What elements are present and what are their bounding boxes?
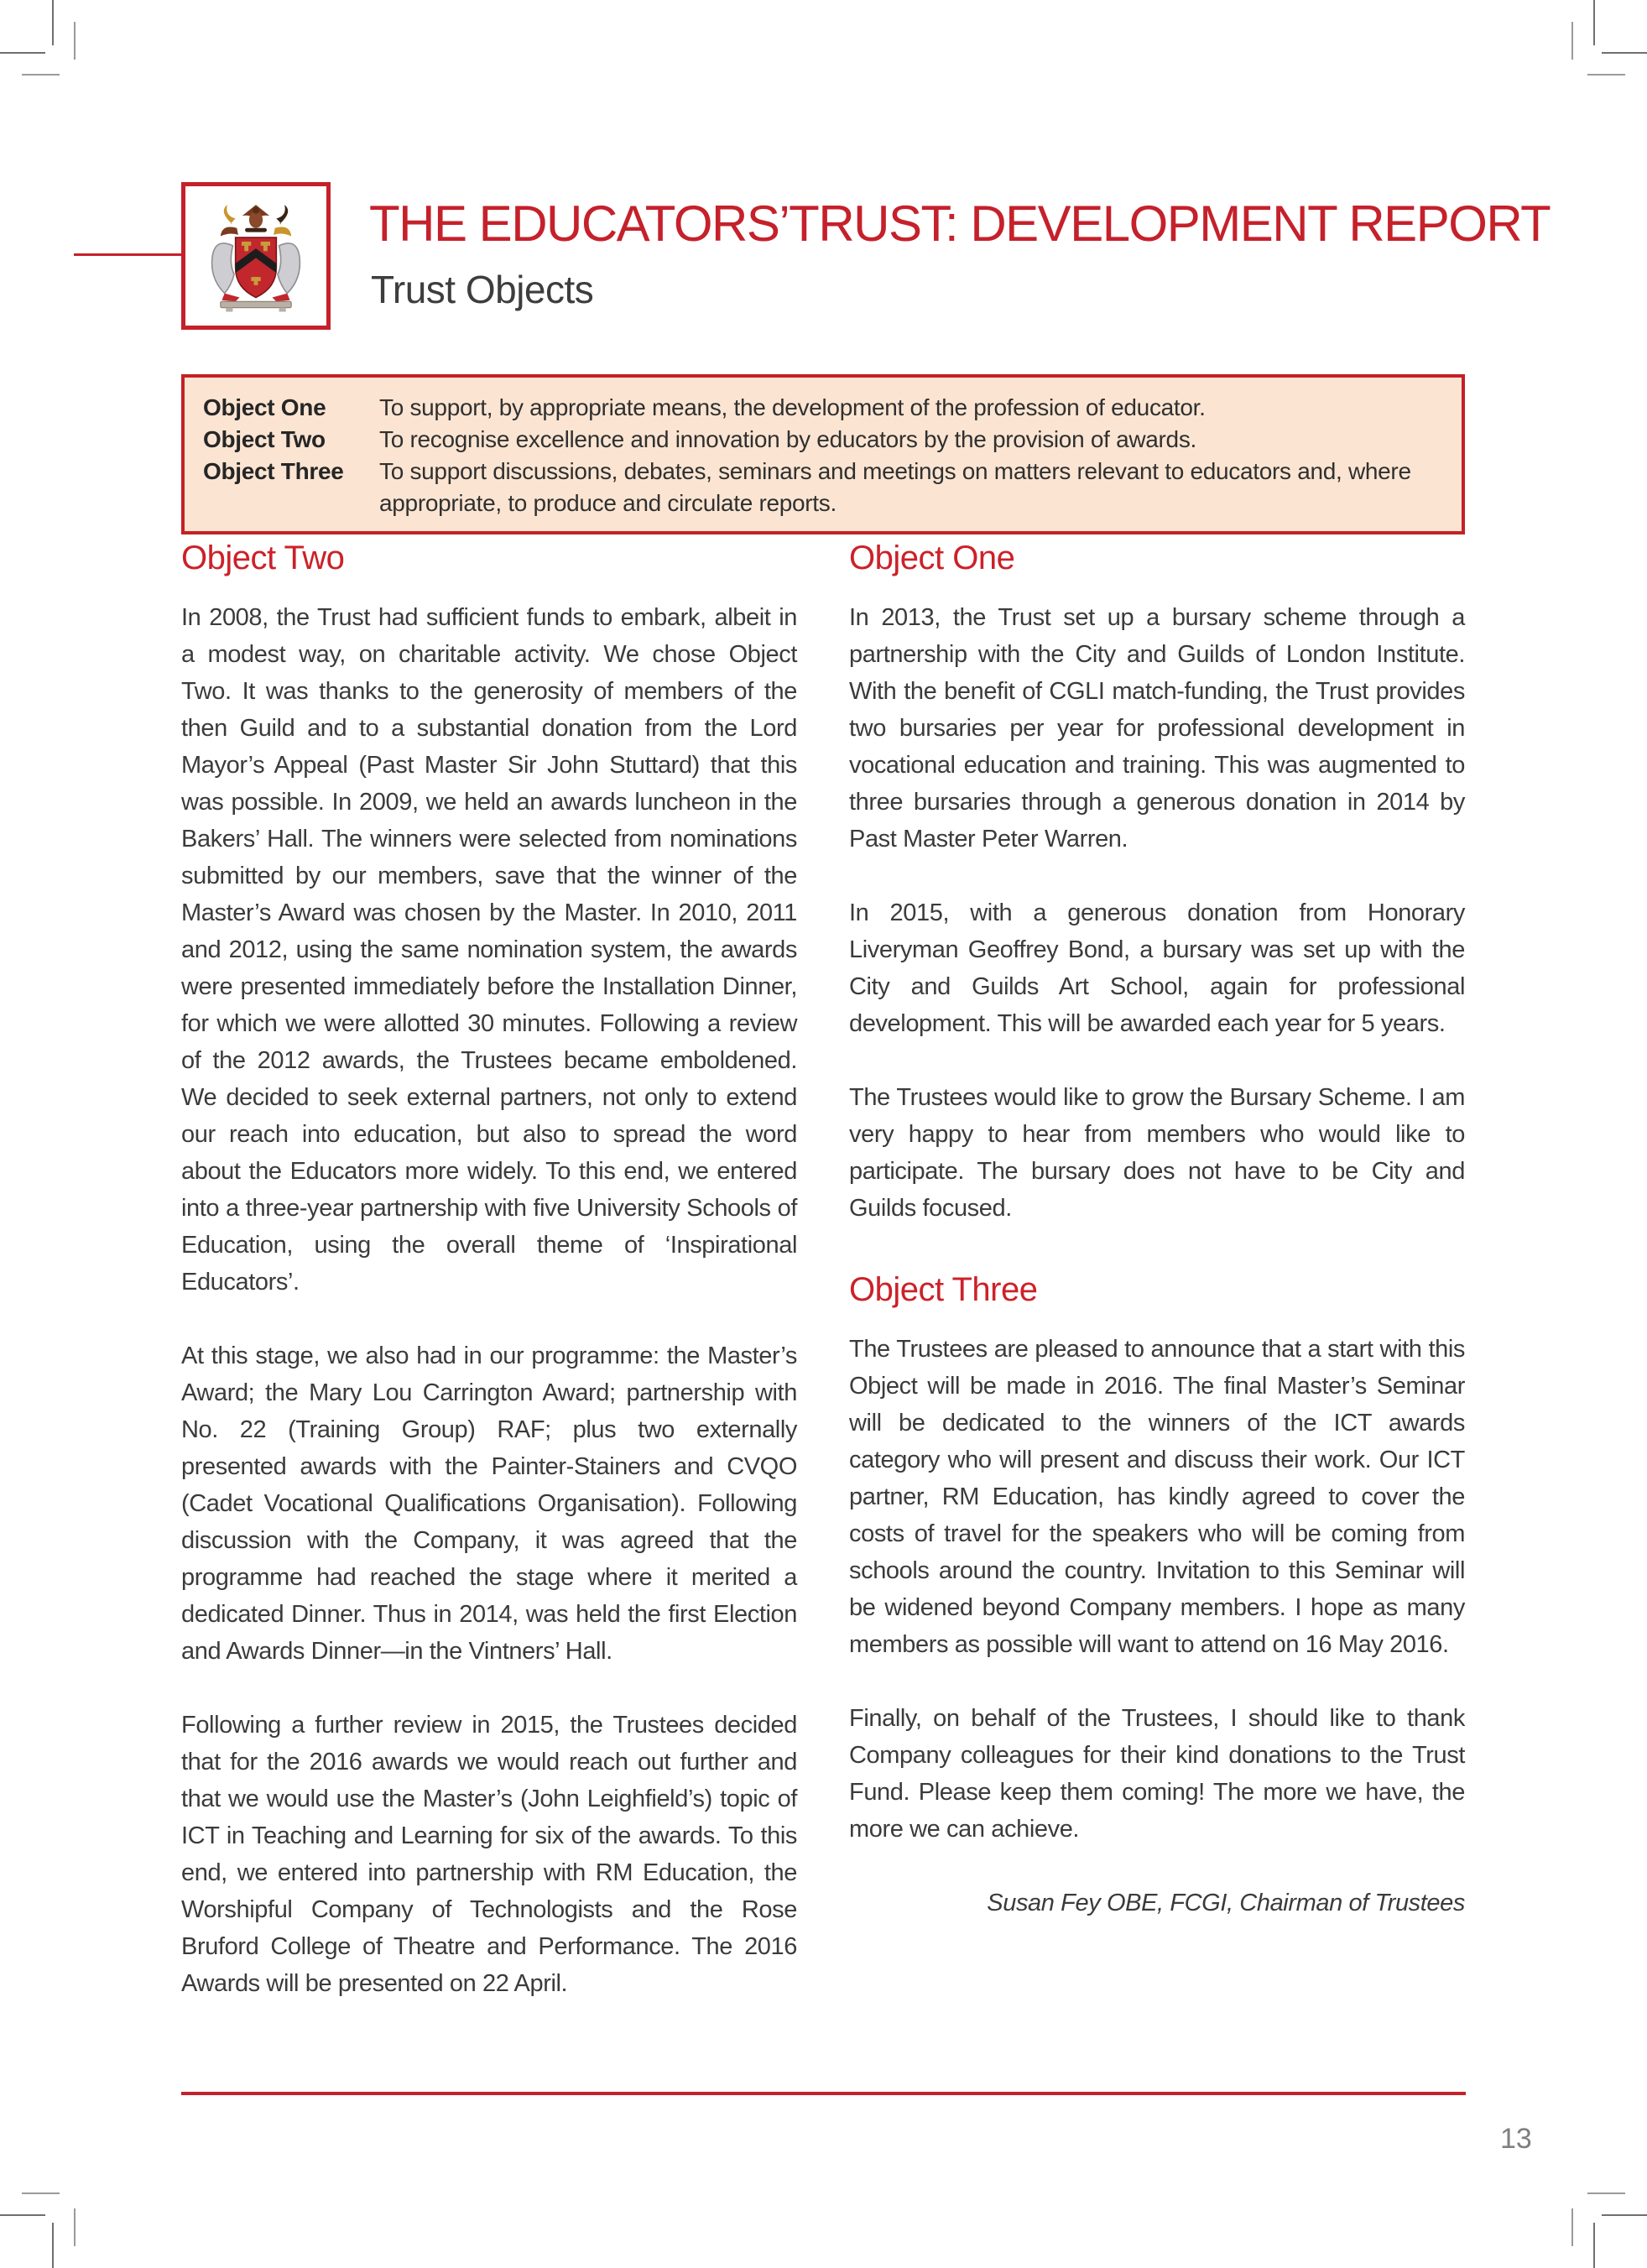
crop-mark [1593,2223,1595,2268]
crop-mark [1587,74,1625,76]
section-heading-object-two: Object Two [181,540,345,576]
page-subtitle: Trust Objects [371,268,594,311]
object-definition-row [203,456,1411,519]
paragraph: In 2008, the Trust had sufficient funds to embark, albeit in a modest way, on charitable activity. We chose Object Two. It was thanks to the generosity of members of the then Guild and to a substantial donation from the Lord Mayor’s Appeal (Past Master Sir John Stuttard) that this was possible. In 2009, we held an awards luncheon in the Bakers’ Hall. The winners were selected from nominations submitted by our members, save that the winner of the Master’s Award was chosen by the Master. In 2010, 2011 and 2012, using the same nomination system, the awards were presented immediately before the Installation Dinner, for which we were allotted 30 minutes. Following a review of the 2012 awards, the Trustees became emboldened. We decided to seek external partners, not only to extend our reach into education, but also to spread the word about the Educators more widely. To this end, we entered into a three-year partnership with five University Schools of Education, using the overall theme of ‘Inspirational Educators’. [181,604,797,1296]
crop-mark [22,2192,60,2194]
crop-mark [0,52,45,54]
crop-mark [52,0,54,45]
coat-of-arms-icon [195,194,317,318]
crop-mark [74,22,76,60]
footer-rule [181,2092,1466,2095]
crop-mark [1571,22,1573,60]
section-heading-object-three: Object Three [849,1271,1038,1308]
object-definition-row [203,424,1411,456]
crop-mark [22,74,60,76]
paragraph: In 2015, with a generous donation from Honorary Liveryman Geoffrey Bond, a bursary was set up with the City and Guilds Art School, again for professional development. This will be awarded each year for 5 years. [849,899,1465,1037]
header-accent-rule [74,253,181,256]
object-description: To recognise excellence and innovation by educators by the provision of awards. [379,426,1197,452]
crop-mark [0,2214,45,2216]
paragraph: Following a further review in 2015, the Trustees decided that for the 2016 awards we would reach out further and that we would use the Master’s (John Leighfield’s) topic of ICT in Teaching and Learning for six of the awards. To this end, we entered into partnership with RM Education, the Worshipful Company of Technologists and the Rose Bruford College of Theatre and Performance. The 2016 Awards will be presented on 22 April. [181,1712,797,1997]
body-columns [181,539,1465,2002]
signature-line: Susan Fey OBE, FCGI, Chairman of Trustees [987,1890,1465,1916]
object-label: Object Three [203,458,344,484]
paragraph: The Trustees are pleased to announce that a start with this Object will be made in 2016. The final Master’s Seminar will be dedicated to the winners of the ICT awards category who will present and discuss their work. Our ICT partner, RM Education, has kindly agreed to cover the costs of travel for the speakers who will be coming from schools around the country. Invitation to this Seminar will be widened beyond Company members. I hope as many members as possible will want to attend on 16 May 2016. [849,1336,1465,1658]
section-heading-object-one: Object One [849,540,1015,576]
object-label: Object Two [203,426,326,452]
object-description: To support discussions, debates, seminars and meetings on matters relevant to educators and, where appropriate, to produce and circulate reports. [379,458,1411,516]
crop-mark [52,2223,54,2268]
page-number: 13 [1500,2123,1532,2155]
trust-objects-box [181,374,1465,534]
trust-crest-logo [181,182,331,330]
paragraph: At this stage, we also had in our programme: the Master’s Award; the Mary Lou Carrington Award; partnership with No. 22 (Training Group) RAF; plus two externally presented awards with the Painter-Stainers and CVQO (Cadet Vocational Qualifications Organisation). Following discussion with the Company, it was agreed that the programme had reached the stage where it merited a dedicated Dinner. Thus in 2014, was held the first Election and Awards Dinner—in the Vintners’ Hall. [181,1343,797,1665]
object-label: Object One [203,394,326,420]
crop-mark [1587,2192,1625,2194]
report-title: THE EDUCATORS’TRUST: DEVELOPMENT REPORT [369,196,1551,252]
paragraph: Finally, on behalf of the Trustees, I should like to thank Company colleagues for their kind donations to the Trust Fund. Please keep them coming! The more we have, the more we can achieve. [849,1705,1465,1843]
object-definition-row [203,392,1411,424]
column-right [849,539,1465,1921]
paragraph: In 2013, the Trust set up a bursary scheme through a partnership with the City and Guilds of London Institute. With the benefit of CGLI match-funding, the Trust provides two bursaries per year for professional development in vocational education and training. This was augmented to three bursaries through a generous donation in 2014 by Past Master Peter Warren. [849,604,1465,852]
crop-mark [1593,0,1595,45]
object-description: To support, by appropriate means, the development of the profession of educator. [379,394,1206,420]
crop-mark [1602,2214,1647,2216]
paragraph: The Trustees would like to grow the Bursary Scheme. I am very happy to hear from members who would like to participate. The bursary does not have to be City and Guilds focused. [849,1084,1465,1222]
crop-mark [1571,2208,1573,2246]
column-left [181,539,797,2002]
crop-mark [74,2208,76,2246]
crop-mark [1602,52,1647,54]
